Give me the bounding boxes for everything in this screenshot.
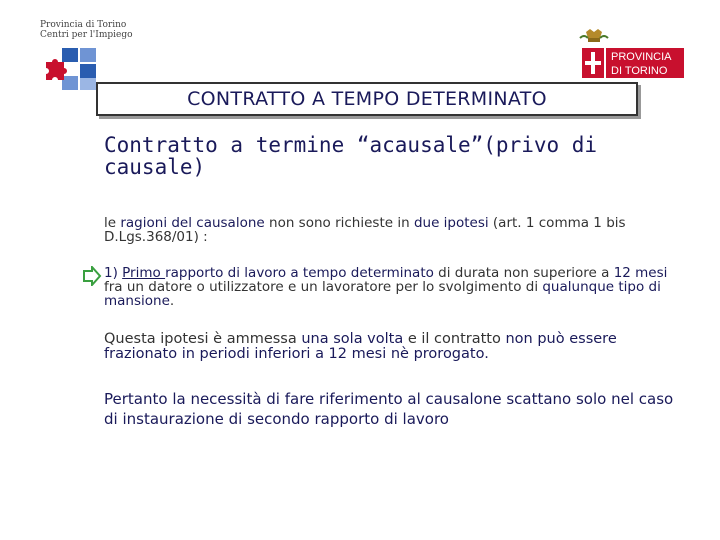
title-box — [96, 82, 638, 116]
point1-num: 1) — [104, 265, 123, 281]
note-t1: Questa ipotesi è ammessa — [104, 331, 302, 347]
note-t4: non può essere frazionato in periodi inferiori a 12 mesi nè prorogato. — [104, 331, 617, 362]
arrow-bullet-icon — [82, 266, 102, 286]
point1-t4: fra un datore o utilizzatore e un lavoratore per lo svolgimento di — [104, 279, 543, 295]
point1-t3: 12 mesi — [613, 265, 668, 281]
point1-t2: di durata non superiore a — [433, 265, 614, 281]
intro-t4: due ipotesi — [413, 215, 489, 231]
provincia-line2: DI TORINO — [611, 65, 668, 77]
note-t2: una sola volta — [301, 331, 404, 347]
intro-paragraph — [104, 216, 684, 244]
intro-t5: (art. 1 comma 1 bis D.Lgs.368/01) : — [104, 215, 626, 245]
intro-t2: ragioni del causalone — [120, 215, 265, 231]
point1-primo: Primo — [122, 265, 166, 281]
page-title: CONTRATTO A TEMPO DETERMINATO — [187, 88, 547, 110]
puzzle-logo-icon — [42, 46, 102, 92]
point1-t6: . — [169, 293, 175, 309]
centri-impiego-logo-text — [40, 20, 133, 40]
intro-t3: non sono richieste in — [264, 215, 414, 231]
point1-paragraph — [104, 266, 674, 308]
note-t3: e il contratto — [403, 331, 506, 347]
point1-t1: rapporto di lavoro a tempo determinato — [165, 265, 434, 281]
point1-t5: qualunque tipo di mansione — [104, 279, 661, 309]
conclusion-paragraph: Pertanto la necessità di fare riferimento al causalone scattano solo nel caso di instaurazione di secondo rapporto di lavoro — [104, 390, 674, 428]
provincia-line1: PROVINCIA — [611, 51, 672, 63]
note-paragraph — [104, 332, 674, 362]
logo-line1: Provincia di Torino — [40, 20, 127, 30]
provincia-torino-logo — [578, 28, 686, 80]
intro-t1: le — [104, 215, 121, 231]
logo-line2: Centri per l'Impiego — [40, 30, 133, 40]
subtitle: Contratto a termine “acausale”(privo di causale) — [104, 133, 598, 179]
